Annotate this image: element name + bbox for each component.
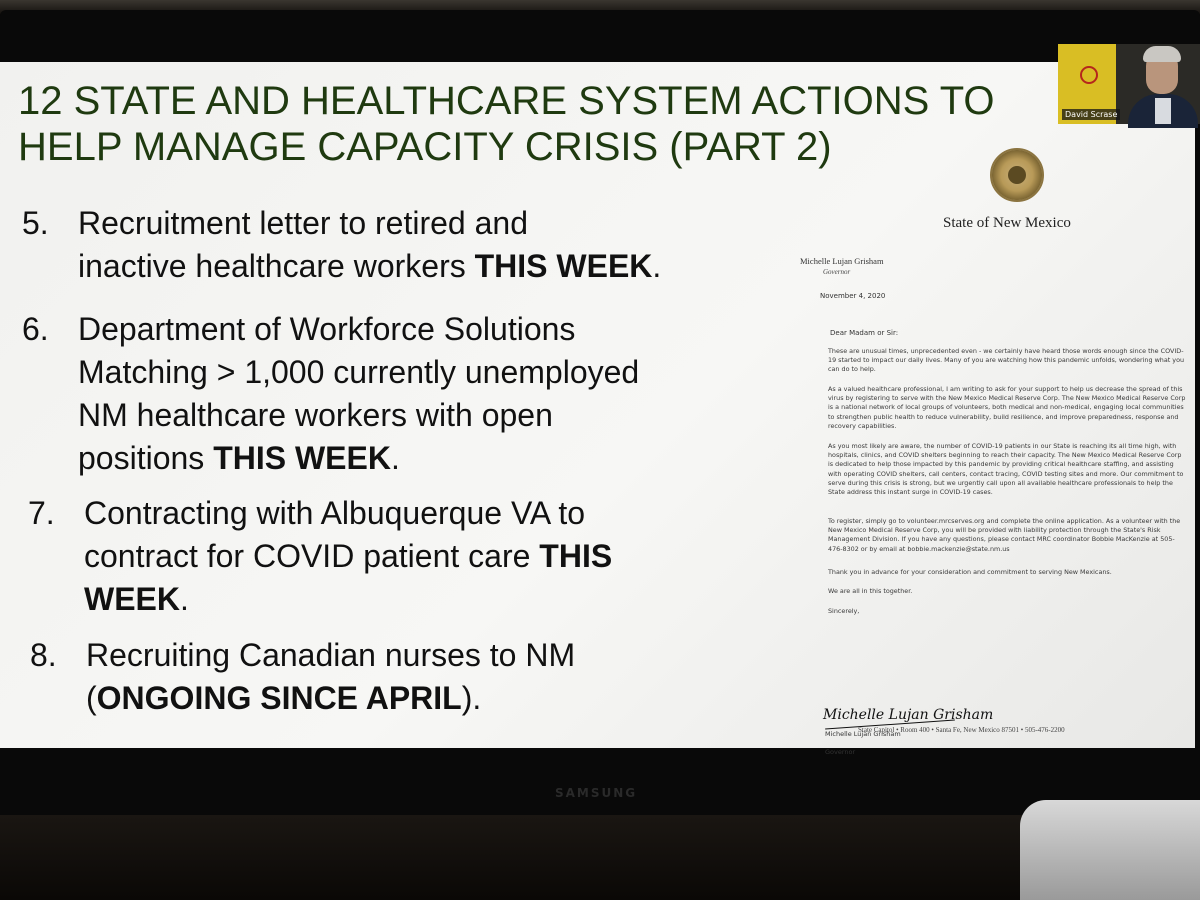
item-number: 5. <box>22 205 49 241</box>
letter-paragraph: These are unusual times, unprecedented even - we certainly have heard those words enough since the COVID-19 started to impact our daily lives. Many of you are watching how this pandemic unfolds, wondering what you can do to help. <box>828 347 1185 374</box>
governor-signature: Michelle Lujan Grisham <box>823 707 994 723</box>
participant-hair <box>1143 46 1181 62</box>
participant-shirt <box>1155 98 1171 124</box>
item-text-line: Matching > 1,000 currently unemployed <box>78 354 640 390</box>
slide-title-line-2: HELP MANAGE CAPACITY CRISIS (PART 2) <box>18 125 832 169</box>
video-participant-tile[interactable] <box>1058 44 1200 124</box>
signature-title: Governor <box>825 748 856 756</box>
signature-name: Michelle Lujan Grisham <box>825 730 901 738</box>
letter-paragraph: Sincerely, <box>828 607 860 615</box>
letterhead-governor-name: Michelle Lujan Grisham <box>800 256 884 266</box>
presentation-slide <box>0 62 1195 756</box>
letter-footer: State Capitol • Room 400 • Santa Fe, New Mexico 87501 • 505-476-2200 <box>858 726 1065 734</box>
letter-paragraph: Thank you in advance for your consideration and commitment to serving New Mexicans. <box>828 568 1112 576</box>
item-text-line: (ONGOING SINCE APRIL). <box>86 680 482 716</box>
letter-salutation: Dear Madam or Sir: <box>830 329 899 337</box>
slide-title-line-1: 12 STATE AND HEALTHCARE SYSTEM ACTIONS TO <box>18 79 995 123</box>
letter-paragraph: As you most likely are aware, the number of COVID-19 patients in our State is reaching its all time high, with hospitals, clinics, and COVID shelters beginning to reach their capacity. The New Mexico Medical Reserve Corp is dedicated to help those impacted by this pandemic by providing critical healthcare staffing, and assisting with operating COVID shelters, call centers, contact tracing, COVID testing sites and more. Our commitment to serve during this crisis is strong, but we urgently call upon all available healthcare professionals to help the State address this instant surge in COVID-19 cases. <box>828 442 1184 497</box>
item-text-line: contract for COVID patient care THIS <box>84 538 613 574</box>
participant-name-label: David Scrase <box>1062 109 1120 120</box>
item-text-line: Recruitment letter to retired and <box>78 205 528 241</box>
item-text-line: Contracting with Albuquerque VA to <box>84 495 586 531</box>
letter-date: November 4, 2020 <box>820 292 886 300</box>
item-number: 6. <box>22 311 49 347</box>
item-number: 7. <box>28 495 55 531</box>
item-text-line: WEEK. <box>84 581 189 617</box>
item-text-line: Recruiting Canadian nurses to NM <box>86 637 576 673</box>
letter-paragraph: To register, simply go to volunteer.mrcserves.org and complete the online application. As a volunteer with the New Mexico Medical Reserve Corp, you will be provided with liability protection through the State's Risk Management Division. If you have any questions, please contact MRC coordinator Bobbie MacKenzie at 505-476-8302 or by email at bobbie.mackenzie@state.nm.us <box>828 517 1181 553</box>
letter-paragraph: We are all in this together. <box>828 587 913 595</box>
item-text-line: positions THIS WEEK. <box>78 440 400 476</box>
speaker-device <box>1020 800 1200 900</box>
tv-brand-logo: SAMSUNG <box>555 786 638 800</box>
letter-paragraph: As a valued healthcare professional, I am writing to ask for your support to help us decrease the spread of this virus by registering to serve with the New Mexico Medical Reserve Corp. The New Mexico Medical Reserve Corp is a national network of local groups of volunteers, both medical and non-medical, engaging local communities to strengthen public health to reduce vulnerability, build resilience, and improve preparedness, response and recovery capabilities. <box>828 385 1186 430</box>
letterhead-state: State of New Mexico <box>943 215 1071 231</box>
state-seal-icon <box>990 148 1044 202</box>
governor-letter-image <box>795 142 1190 756</box>
item-number: 8. <box>30 637 57 673</box>
item-text-line: Department of Workforce Solutions <box>78 311 576 347</box>
letterhead-governor-title: Governor <box>823 268 851 276</box>
item-text-line: NM healthcare workers with open <box>78 397 553 433</box>
item-text-line: inactive healthcare workers THIS WEEK. <box>78 248 662 284</box>
